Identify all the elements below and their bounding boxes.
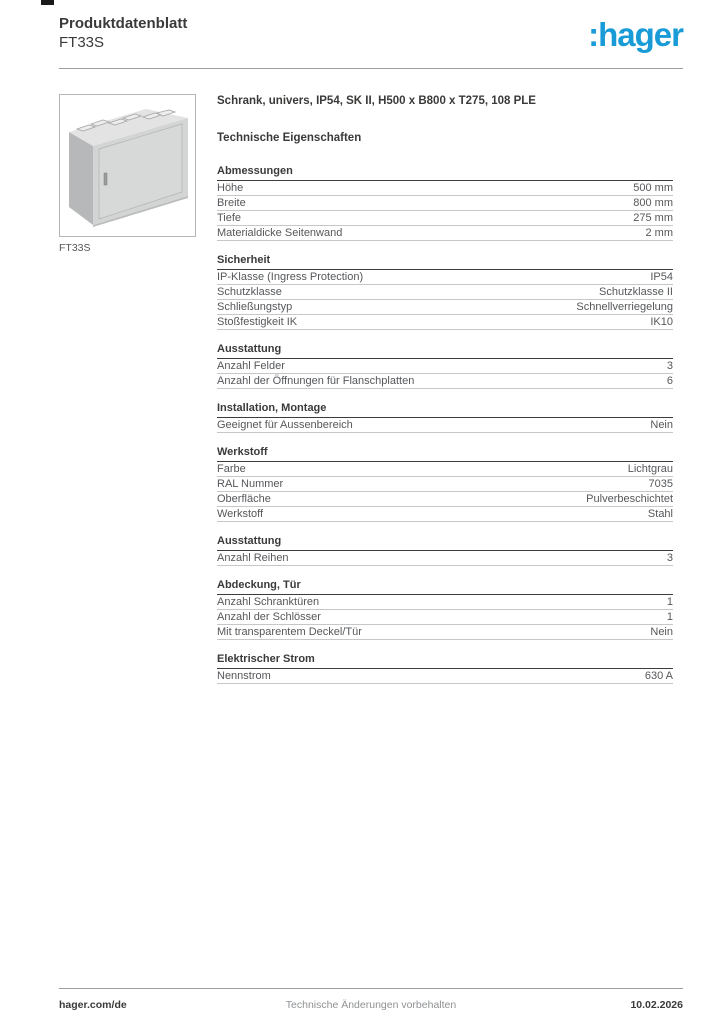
cabinet-illustration — [60, 95, 195, 236]
product-image — [59, 94, 196, 237]
footer-date: 10.02.2026 — [630, 999, 683, 1011]
spec-value: 3 — [666, 552, 673, 564]
section-title: Werkstoff — [217, 446, 673, 462]
spec-row — [217, 418, 673, 433]
product-title: Schrank, univers, IP54, SK II, H500 x B800 x T275, 108 PLE — [217, 95, 536, 107]
spec-section — [217, 343, 673, 389]
spec-label: IP-Klasse (Ingress Protection) — [217, 271, 364, 283]
spec-label: Anzahl der Öffnungen für Flanschplatten — [217, 375, 415, 387]
spec-label: Schließungstyp — [217, 301, 293, 313]
spec-label: Anzahl der Schlösser — [217, 611, 321, 623]
spec-section — [217, 254, 673, 330]
spec-section — [217, 653, 673, 684]
spec-row — [217, 270, 673, 285]
spec-value: 500 mm — [633, 182, 673, 194]
spec-label: RAL Nummer — [217, 478, 284, 490]
spec-row — [217, 300, 673, 315]
spec-value: 630 A — [644, 670, 673, 682]
spec-label: Geeignet für Aussenbereich — [217, 419, 353, 431]
spec-value: 1 — [666, 596, 673, 608]
spec-value: IP54 — [650, 271, 673, 283]
spec-row — [217, 477, 673, 492]
spec-row — [217, 492, 673, 507]
spec-section — [217, 165, 673, 241]
hager-logo: :hager — [588, 16, 683, 53]
spec-section — [217, 535, 673, 566]
spec-value: Nein — [650, 419, 673, 431]
footer-divider — [59, 988, 683, 989]
spec-value: Schutzklasse II — [599, 286, 673, 298]
doc-type-title: Produktdatenblatt — [59, 15, 188, 32]
section-title: Abmessungen — [217, 165, 673, 181]
spec-row — [217, 610, 673, 625]
spec-value: 1 — [666, 611, 673, 623]
spec-value: 275 mm — [633, 212, 673, 224]
spec-row — [217, 669, 673, 684]
spec-value: Lichtgrau — [627, 463, 673, 475]
section-title: Installation, Montage — [217, 402, 673, 418]
print-crop-mark — [41, 0, 54, 5]
section-title: Abdeckung, Tür — [217, 579, 673, 595]
header-divider — [59, 68, 683, 69]
spec-section — [217, 446, 673, 522]
footer-url: hager.com/de — [59, 999, 127, 1011]
spec-row — [217, 359, 673, 374]
spec-row — [217, 551, 673, 566]
spec-value: 800 mm — [633, 197, 673, 209]
spec-label: Stoßfestigkeit IK — [217, 316, 298, 328]
spec-row — [217, 462, 673, 477]
spec-value: 7035 — [648, 478, 673, 490]
section-title: Ausstattung — [217, 535, 673, 551]
spec-label: Nennstrom — [217, 670, 271, 682]
spec-value: 6 — [666, 375, 673, 387]
spec-row — [217, 595, 673, 610]
spec-label: Farbe — [217, 463, 246, 475]
spec-content — [217, 94, 673, 697]
spec-value: Pulverbeschichtet — [586, 493, 673, 505]
spec-value: Nein — [650, 626, 673, 638]
spec-section — [217, 579, 673, 640]
spec-value: Schnellverriegelung — [576, 301, 673, 313]
spec-value: 3 — [666, 360, 673, 372]
spec-sections — [217, 165, 673, 684]
spec-row — [217, 315, 673, 330]
tech-properties-heading: Technische Eigenschaften — [217, 132, 362, 144]
spec-label: Werkstoff — [217, 508, 264, 520]
page-header — [59, 14, 683, 52]
spec-label: Oberfläche — [217, 493, 271, 505]
spec-label: Höhe — [217, 182, 244, 194]
spec-row — [217, 196, 673, 211]
spec-row — [217, 374, 673, 389]
spec-label: Anzahl Reihen — [217, 552, 289, 564]
spec-value: IK10 — [650, 316, 673, 328]
header-product-code: FT33S — [59, 34, 105, 51]
spec-value: Stahl — [647, 508, 673, 520]
spec-label: Materialdicke Seitenwand — [217, 227, 343, 239]
spec-label: Anzahl Schranktüren — [217, 596, 320, 608]
spec-label: Schutzklasse — [217, 286, 282, 298]
section-title: Ausstattung — [217, 343, 673, 359]
spec-value: 2 mm — [645, 227, 673, 239]
spec-label: Tiefe — [217, 212, 242, 224]
spec-row — [217, 211, 673, 226]
spec-row — [217, 507, 673, 522]
section-title: Sicherheit — [217, 254, 673, 270]
spec-section — [217, 402, 673, 433]
product-image-caption: FT33S — [59, 242, 91, 254]
spec-row — [217, 285, 673, 300]
footer-notice: Technische Änderungen vorbehalten — [285, 999, 457, 1011]
spec-label: Anzahl Felder — [217, 360, 285, 372]
spec-row — [217, 226, 673, 241]
section-title: Elektrischer Strom — [217, 653, 673, 669]
spec-row — [217, 625, 673, 640]
spec-label: Mit transparentem Deckel/Tür — [217, 626, 362, 638]
spec-label: Breite — [217, 197, 246, 209]
spec-row — [217, 181, 673, 196]
